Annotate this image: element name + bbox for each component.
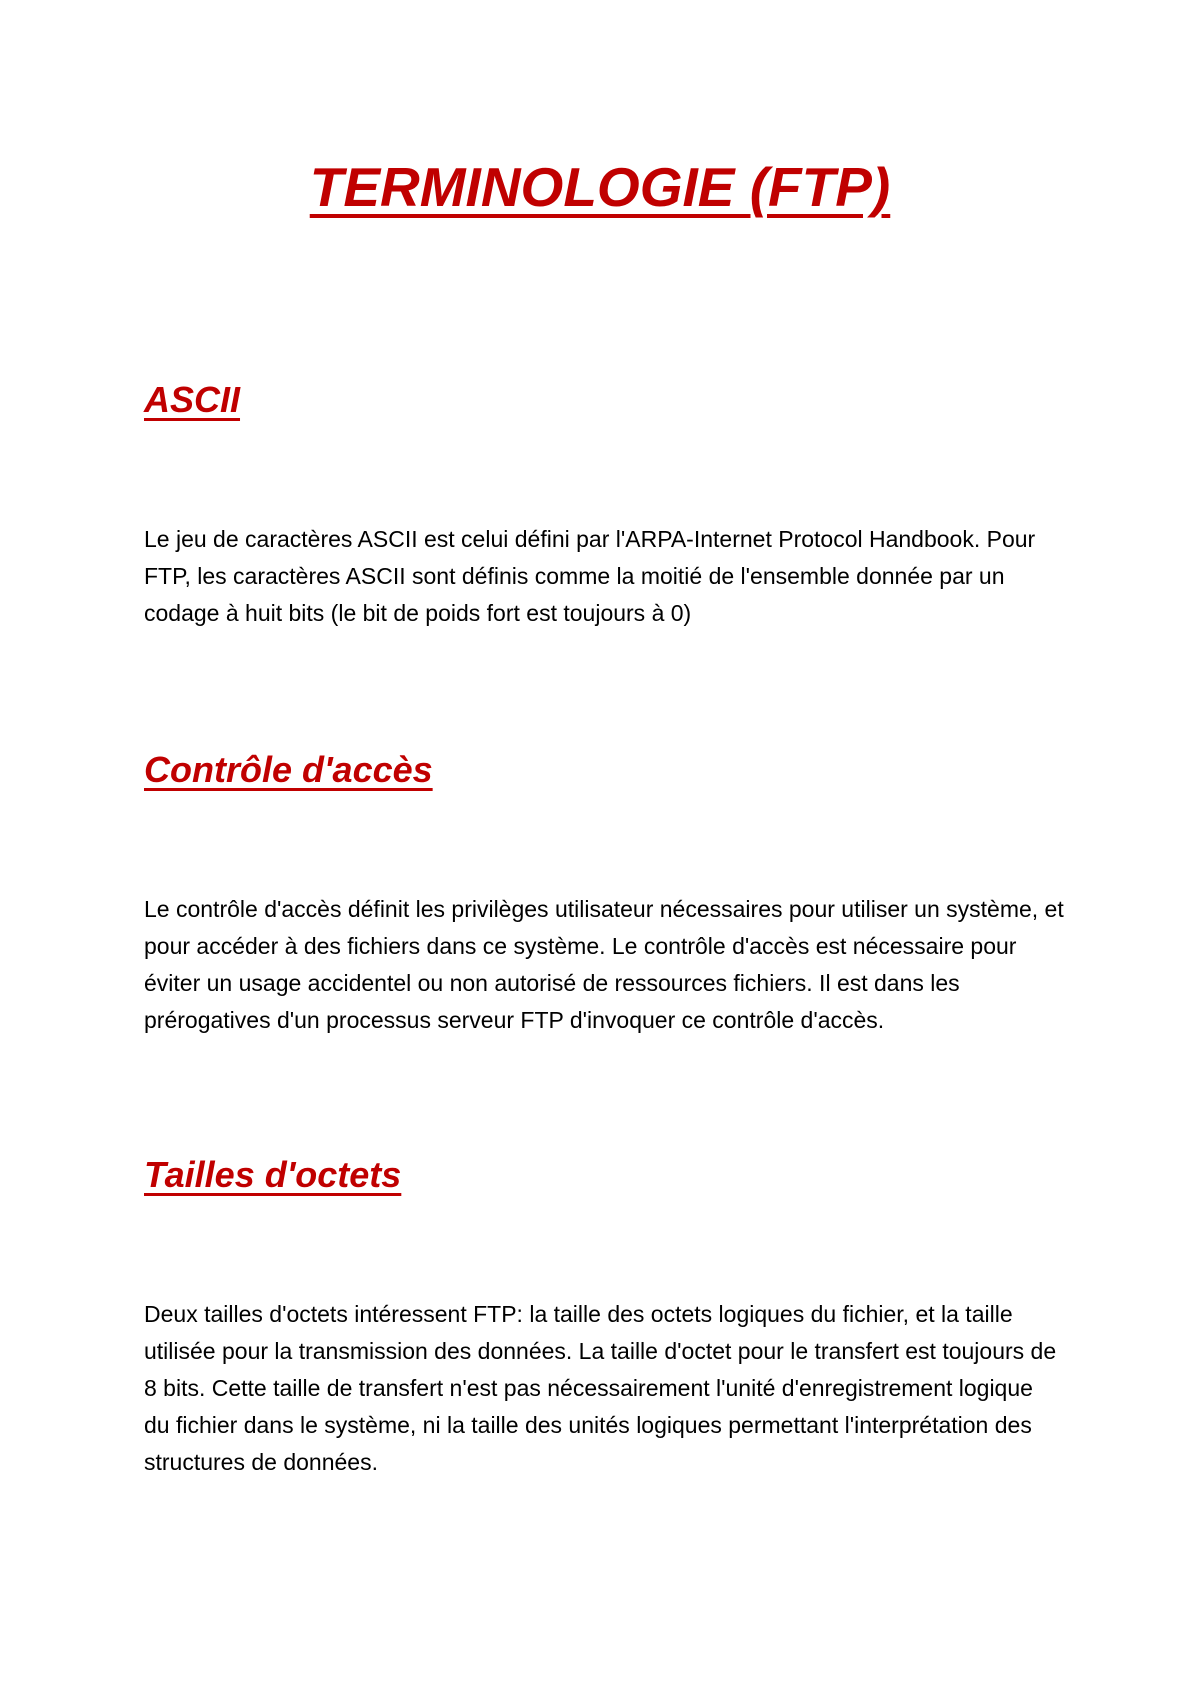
section-body-access-control: Le contrôle d'accès définit les privilèges utilisateur nécessaires pour utiliser un système, et pour accéder à des fichiers dans ce système. Le contrôle d'accès est nécessaire pour éviter un usage accidentel ou non autorisé de ressources fichiers. Il est dans les prérogatives d'un processus serveur FTP d'invoquer ce contrôle d'accès.: [144, 896, 1064, 1033]
section-heading-byte-sizes: Tailles d'octets: [144, 1154, 402, 1195]
section-heading-access-control: Contrôle d'accès: [144, 749, 433, 790]
section-body-ascii: Le jeu de caractères ASCII est celui défini par l'ARPA-Internet Protocol Handbook. Pour FTP, les caractères ASCII sont définis comme la moitié de l'ensemble donnée par un codage à huit bits (le bit de poids fort est toujours à 0): [144, 526, 1036, 626]
section-body-byte-sizes: Deux tailles d'octets intéressent FTP: la taille des octets logiques du fichier, et la taille utilisée pour la transmission des données. La taille d'octet pour le transfert est toujours de 8 bits. Cette taille de transfert n'est pas nécessairement l'unité d'enregistrement logique du fichier dans le système, ni la taille des unités logiques permettant l'interprétation des structures de données.: [144, 1301, 1057, 1475]
document-title: TERMINOLOGIE (FTP): [309, 156, 891, 218]
section-heading-ascii: ASCII: [144, 379, 241, 420]
